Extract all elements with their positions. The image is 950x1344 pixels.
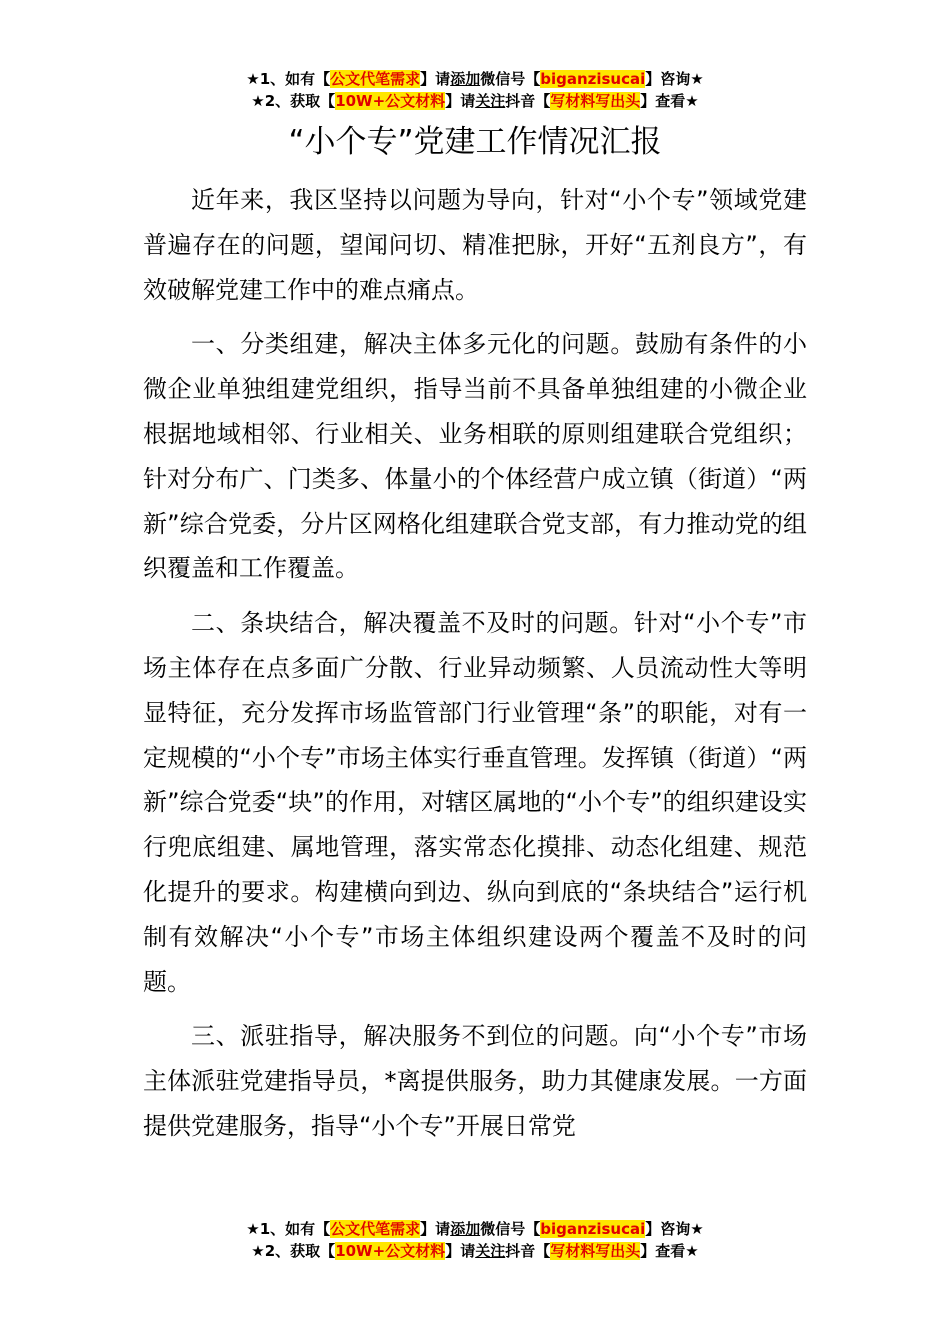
banner-line-1: ★1、如有【公文代笔需求】请添加微信号【biganzisucai】咨询★ [246,1220,704,1238]
document-title: “小个专”党建工作情况汇报 [288,124,662,160]
document-body [143,178,807,1159]
banner-line-1: ★1、如有【公文代笔需求】请添加微信号【biganzisucai】咨询★ [246,70,704,88]
banner-highlight: 公文代笔需求 [330,70,421,88]
banner-highlight: biganzisucai [540,70,646,88]
banner-highlight: biganzisucai [540,1220,646,1238]
banner-line-2: ★2、获取【10W+公文材料】请关注抖音【写材料写出头】查看★ [251,1242,699,1260]
header-banner [0,68,950,112]
banner-underline: 关注 [475,92,506,110]
banner-highlight: 写材料写出头 [550,1242,641,1260]
banner-highlight: 公文代笔需求 [330,1220,421,1238]
banner-highlight: 写材料写出头 [550,92,641,110]
paragraph: 一、分类组建，解决主体多元化的问题。鼓励有条件的小微企业单独组建党组织，指导当前不具备单独组建的小微企业根据地域相邻、行业相关、业务相联的原则组建联合党组织；针对分布广、门类多、体量小的个体经营户成立镇（街道）“两新”综合党委，分片区网格化组建联合党支部，有力推动党的组织覆盖和工作覆盖。 [143,330,807,583]
banner-highlight: 10W+公文材料 [335,1242,446,1260]
footer-banner [0,1218,950,1262]
paragraph: 二、条块结合，解决覆盖不及时的问题。针对“小个专”市场主体存在点多面广分散、行业异动频繁、人员流动性大等明显特征，充分发挥市场监管部门行业管理“条”的职能，对有一定规模的“小个专”市场主体实行垂直管理。发挥镇（街道）“两新”综合党委“块”的作用，对辖区属地的“小个专”的组织建设实行兜底组建、属地管理，落实常态化摸排、动态化组建、规范化提升的要求。构建横向到边、纵向到底的“条块结合”运行机制有效解决“小个专”市场主体组织建设两个覆盖不及时的问题。 [143,609,807,996]
banner-highlight: 10W+公文材料 [335,92,446,110]
paragraph: 近年来，我区坚持以问题为导向，针对“小个专”领域党建普遍存在的问题，望闻问切、精准把脉，开好“五剂良方”，有效破解党建工作中的难点痛点。 [143,186,807,304]
paragraph: 三、派驻指导，解决服务不到位的问题。向“小个专”市场主体派驻党建指导员，*离提供服务，助力其健康发展。一方面提供党建服务，指导“小个专”开展日常党 [143,1022,807,1140]
banner-underline: 添加 [450,70,481,88]
banner-underline: 添加 [450,1220,481,1238]
banner-underline: 关注 [475,1242,506,1260]
banner-line-2: ★2、获取【10W+公文材料】请关注抖音【写材料写出头】查看★ [251,92,699,110]
